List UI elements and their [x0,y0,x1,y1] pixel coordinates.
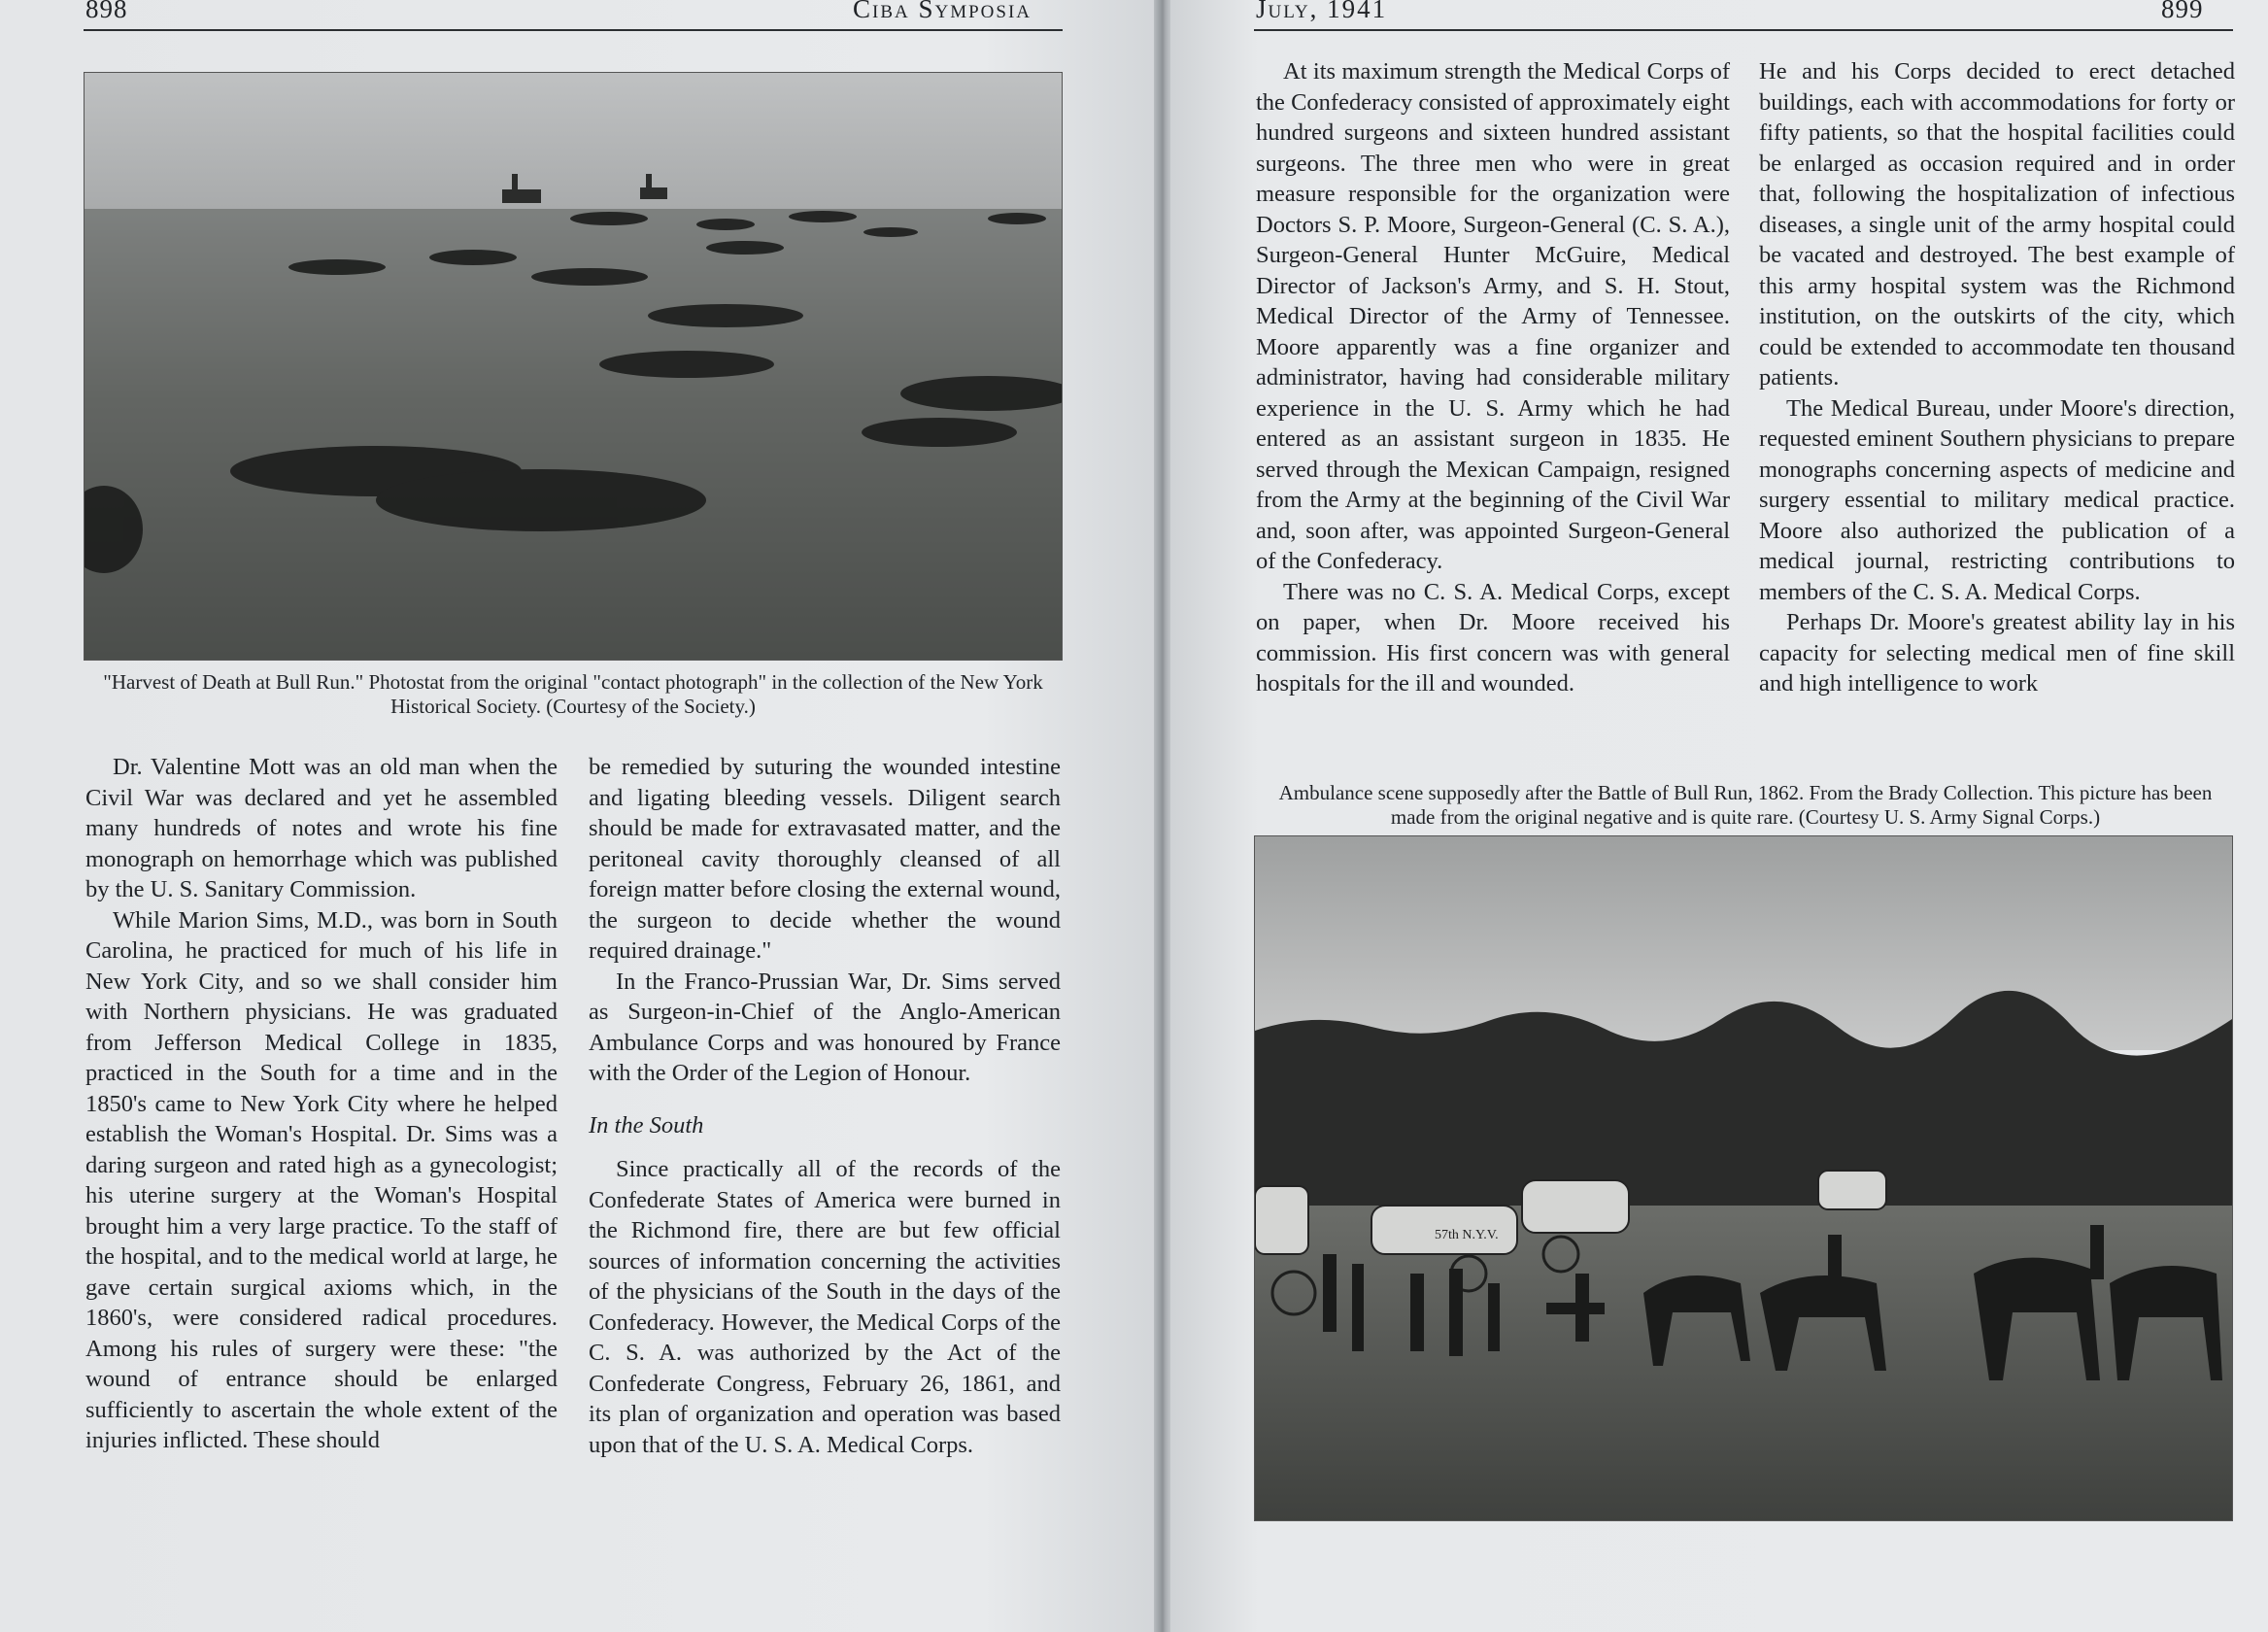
photo-caption-left: "Harvest of Death at Bull Run." Photostat from the original "contact photograph" in the collection of the New York Historical Society. (Courtesy of the Society.) [103,670,1043,718]
paragraph: In the Franco-Prussian War, Dr. Sims served as Surgeon-in-Chief of the Anglo-American Ambulance Corps and was honoured by France with the Order of the Legion of Honour. [589,968,1061,1086]
page-number-left: 898 [85,0,128,23]
section-subheading: In the South [589,1111,704,1139]
wagon-marking: 57th N.Y.V. [1435,1228,1499,1242]
paragraph: The Medical Bureau, under Moore's direction, requested eminent Southern physicians to prepare monographs concerning aspects of medicine and surgery essential to military medical practice. Moore also authorized the publication of a medical journal, restricting contributions to members of the C. S. A. Medical Corps. [1759,394,2235,605]
header-rule-right [1254,29,2233,31]
running-title: Ciba Symposia [853,0,1032,23]
paragraph: Perhaps Dr. Moore's greatest ability lay in his capacity for selecting medical men of fine skill and high intelligence to work [1759,609,2235,697]
right-column-2 [1759,56,2235,699]
right-page [1170,0,2268,1632]
paragraph: At its maximum strength the Medical Corps of the Confederacy consisted of approximately eight hundred surgeons and sixteen hundred assistant surgeons. The three men who were in great measure responsible for the organization were Doctors S. P. Moore, Surgeon-General (C. S. A.), Surgeon-General Hunter McGuire, Medical Director of Jackson's Army, and S. H. Stout, Medical Director of the Army of Tennessee. Moore apparently was a fine organizer and administrator, having had considerable military experience in the U. S. Army which he had entered as an assistant surgeon in 1835. He served through the Mexican Campaign, resigned from the Army at the beginning of the Civil War and, soon after, was appointed Surgeon-General of the Confederacy. [1256,58,1730,574]
ambulance-photo-graphic [1255,836,2232,1520]
paragraph: While Marion Sims, M.D., was born in South Carolina, he practiced for much of his life in New York City, and so we shall consider him with Northern physicians. He was graduated from Jefferson Medical College in 1835, practiced in the South for a time and in the 1850's came to New York City where he helped establish the Woman's Hospital. Dr. Sims was a daring surgeon and rated high as a gynecologist; his uterine surgery at the Woman's Hospital brought him a very large practice. To the staff of the hospital, and to the medical world at large, he gave certain surgical axioms which, in the 1860's, were considered radical procedures. Among his rules of surgery were these: "the wound of entrance should be enlarged sufficiently to ascertain the whole extent of the injuries inflicted. These should [85,906,558,1453]
left-column-1 [85,752,558,1456]
ambulance-scene-photo [1254,835,2233,1521]
paragraph: There was no C. S. A. Medical Corps, except on paper, when Dr. Moore received his commission. His first concern was with general hospitals for the ill and wounded. [1256,578,1730,697]
running-date: July, 1941 [1256,0,1388,23]
header-rule-left [84,29,1063,31]
page-number-right: 899 [2161,0,2204,23]
right-column-1 [1256,56,1730,699]
paragraph: be remedied by suturing the wounded intestine and ligating bleeding vessels. Diligent search should be made for extravasated matter, and the peritoneal cavity thoroughly cleansed of all foreign matter before closing the external wound, the surgeon to decide whether the wound required drainage." [589,754,1061,964]
paragraph: Dr. Valentine Mott was an old man when the Civil War was declared and yet he assembled many hundreds of notes and wrote his fine monograph on hemorrhage which was published by the U. S. Sanitary Commission. [85,754,558,902]
battlefield-photo-graphic [85,73,1062,660]
photo-caption-right: Ambulance scene supposedly after the Battle of Bull Run, 1862. From the Brady Collection. This picture has been made from the original negative and is quite rare. (Courtesy U. S. Army Signal Corps.) [1278,781,2213,829]
harvest-of-death-photo [84,72,1063,661]
paragraph: Since practically all of the records of the Confederate States of America were burned in the Richmond fire, there are but few official sources of information concerning the activities of the physicians of the South in the days of the Confederacy. However, the Medical Corps of the C. S. A. was authorized by the Act of the Confederate Congress, February 26, 1861, and its plan of organization and operation was based upon that of the U. S. A. Medical Corps. [589,1156,1061,1458]
left-column-2 [589,752,1061,1460]
paragraph: He and his Corps decided to erect detached buildings, each with accommodations for forty or fifty patients, so that the hospital facilities could be enlarged as occasion required and in order that, following the hospitalization of infectious diseases, a single unit of the army hospital could be vacated and destroyed. The best example of this army hospital system was the Richmond institution, on the outskirts of the city, which could be extended to accommodate ten thousand patients. [1759,58,2235,391]
